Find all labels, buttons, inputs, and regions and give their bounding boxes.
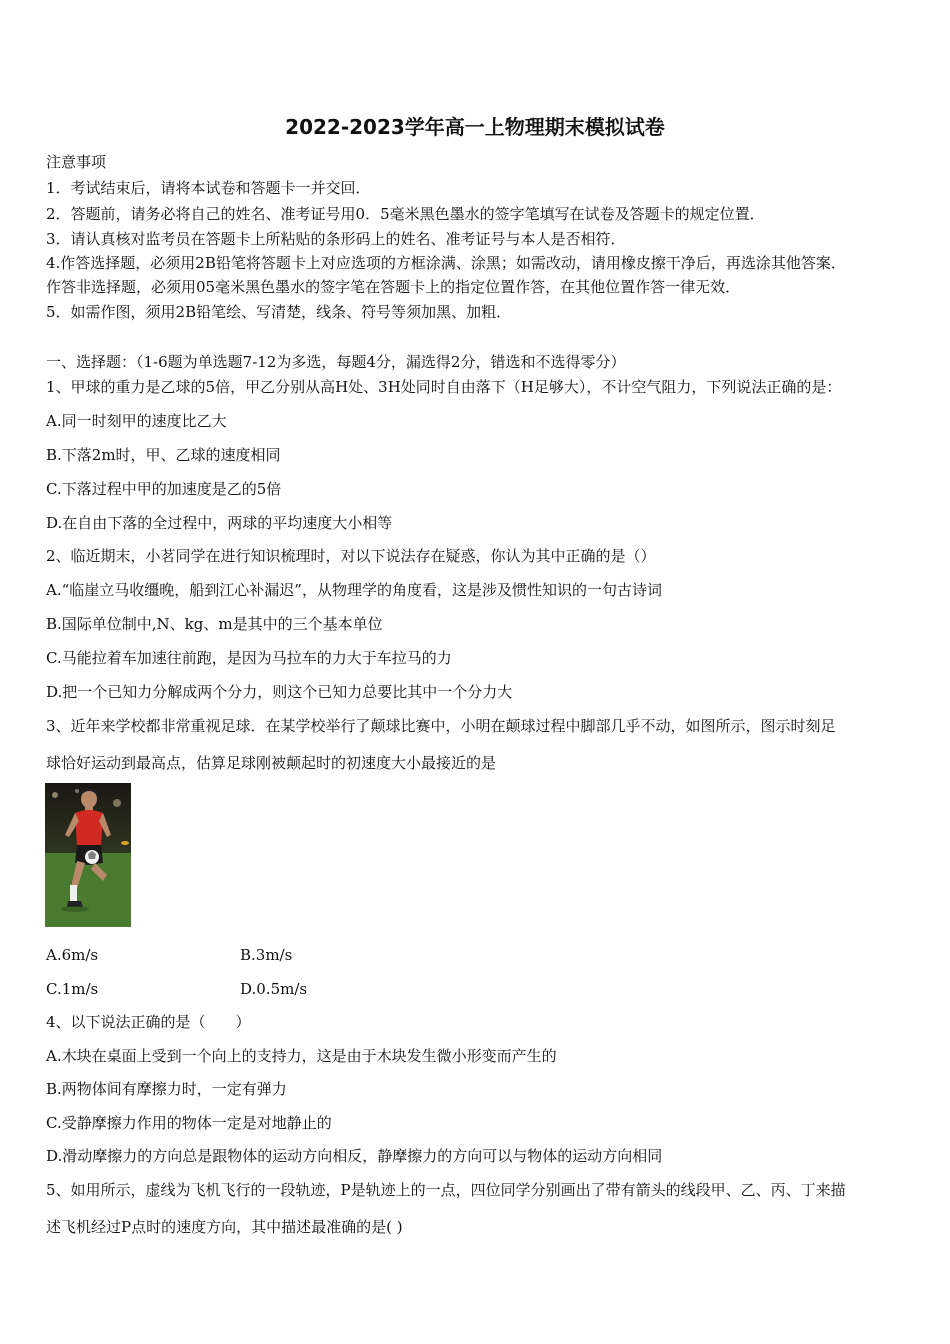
question-3-stem-line1: 3、近年来学校都非常重视足球．在某学校举行了颠球比赛中，小明在颠球过程中脚部几乎不动，如图所示，图示时刻足 <box>46 717 836 735</box>
question-1-option-a: A.同一时刻甲的速度比乙大 <box>46 412 227 430</box>
soccer-player-photo <box>45 783 131 927</box>
page-title: 2022-2023学年高一上物理期末模拟试卷 <box>285 115 665 139</box>
question-3-stem-line2: 球恰好运动到最高点，估算足球刚被颠起时的初速度大小最接近的是 <box>46 754 497 772</box>
question-5-stem-line2: 述飞机经过P点时的速度方向，其中描述最准确的是( ) <box>46 1218 403 1236</box>
notice-item: 3．请认真核对监考员在答题卡上所粘贴的条形码上的姓名、准考证号与本人是否相符． <box>46 230 626 248</box>
question-1-option-d: D.在自由下落的全过程中，两球的平均速度大小相等 <box>46 514 393 532</box>
question-2-option-b: B.国际单位制中,N、kg、m是其中的三个基本单位 <box>46 615 383 633</box>
notice-item: 2．答题前，请务必将自己的姓名、准考证号用0．5毫米黑色墨水的签字笔填写在试卷及答题卡的规定位置． <box>46 205 765 223</box>
notice-item: 1．考试结束后，请将本试卷和答题卡一并交回． <box>46 179 371 197</box>
question-5-stem-line1: 5、如用所示，虚线为飞机飞行的一段轨迹，P是轨迹上的一点，四位同学分别画出了带有箭头的线段甲、乙、丙、丁来描 <box>46 1181 846 1199</box>
question-4-option-b: B.两物体间有摩擦力时，一定有弹力 <box>46 1080 287 1098</box>
notice-item: 5．如需作图，须用2B铅笔绘、写清楚，线条、符号等须加黑、加粗． <box>46 303 512 321</box>
question-2-stem: 2、临近期末，小茗同学在进行知识梳理时，对以下说法存在疑惑，你认为其中正确的是（） <box>46 547 656 565</box>
notice-item: 4.作答选择题，必须用2B铅笔将答题卡上对应选项的方框涂满、涂黑；如需改动，请用橡皮擦干净后，再选涂其他答案． <box>46 254 846 272</box>
question-3-option-b: B.3m/s <box>240 946 293 964</box>
section-heading: 一、选择题：（1-6题为单选题7-12为多选，每题4分，漏选得2分，错选和不选得零分） <box>46 353 626 371</box>
question-4-option-c: C.受静摩擦力作用的物体一定是对地静止的 <box>46 1114 332 1132</box>
question-4-option-a: A.木块在桌面上受到一个向上的支持力，这是由于木块发生微小形变而产生的 <box>46 1047 557 1065</box>
notice-item: 作答非选择题，必须用05毫米黑色墨水的签字笔在答题卡上的指定位置作答，在其他位置作答一律无效． <box>46 278 741 296</box>
notice-heading: 注意事项 <box>46 153 107 171</box>
question-4-stem: 4、以下说法正确的是（ ） <box>46 1013 251 1031</box>
question-4-option-d: D.滑动摩擦力的方向总是跟物体的运动方向相反，静摩擦力的方向可以与物体的运动方向相同 <box>46 1147 663 1165</box>
question-1-option-c: C.下落过程中甲的加速度是乙的5倍 <box>46 480 282 498</box>
question-1-option-b: B.下落2m时，甲、乙球的速度相同 <box>46 446 281 464</box>
question-3-option-c: C.1m/s <box>46 980 99 998</box>
question-3-option-a: A.6m/s <box>46 946 99 964</box>
question-1-stem: 1、甲球的重力是乙球的5倍，甲乙分别从高H处、3H处同时自由落下（H足够大），不计空气阻力，下列说法正确的是： <box>46 378 842 396</box>
question-2-option-d: D.把一个已知力分解成两个分力，则这个已知力总要比其中一个分力大 <box>46 683 513 701</box>
question-2-option-c: C.马能拉着车加速往前跑，是因为马拉车的力大于车拉马的力 <box>46 649 452 667</box>
question-3-option-d: D.0.5m/s <box>240 980 308 998</box>
question-2-option-a: A.“临崖立马收缰晚，船到江心补漏迟”，从物理学的角度看，这是涉及惯性知识的一句古诗词 <box>46 581 662 599</box>
